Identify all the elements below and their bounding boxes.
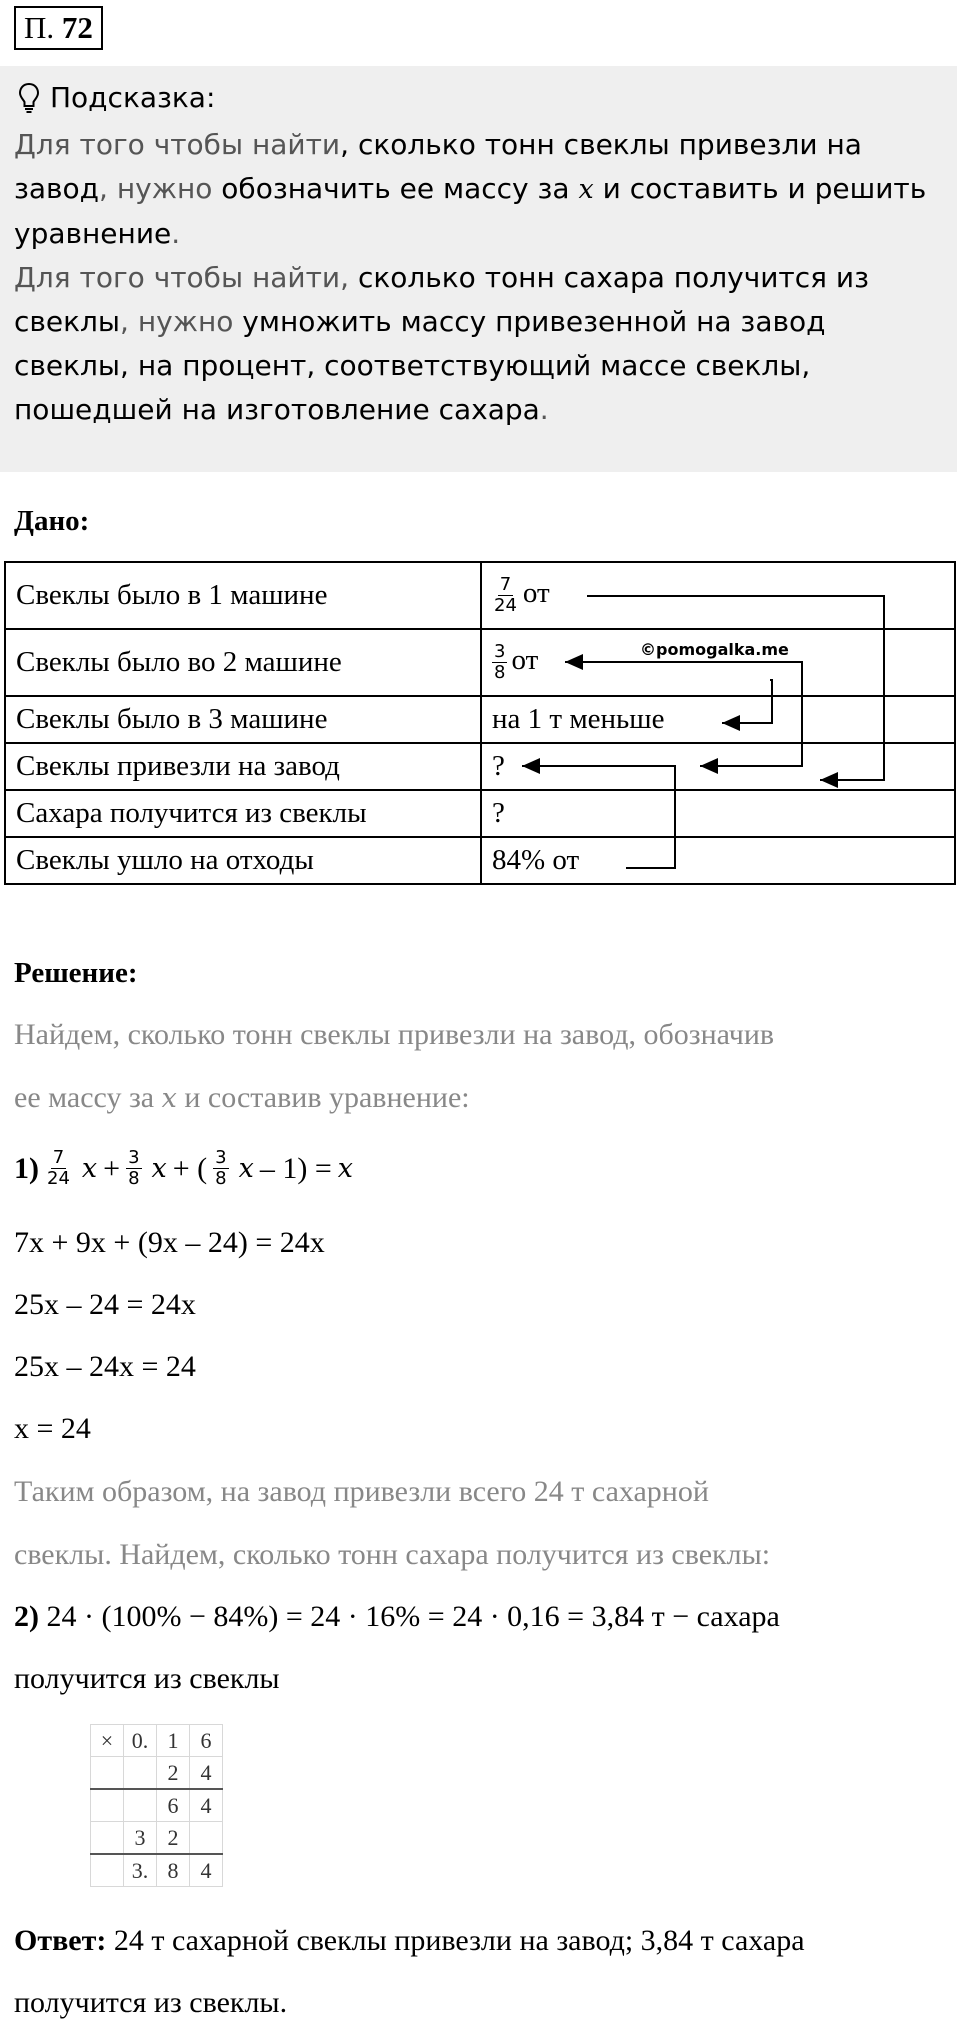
table-cell bbox=[91, 1789, 124, 1822]
hint-title-text: Подсказка: bbox=[50, 81, 216, 114]
table-cell: 6 bbox=[190, 1725, 223, 1757]
step-2-line bbox=[14, 1600, 780, 1634]
given-value-cell: ? bbox=[481, 743, 955, 790]
hint-keyword: обозначить ее массу за bbox=[221, 172, 579, 205]
fraction bbox=[126, 1148, 141, 1189]
given-value-cell: 84% от bbox=[481, 837, 955, 884]
equation-3: 25x – 24 = 24x bbox=[14, 1288, 196, 1321]
table-cell: 4 bbox=[190, 1854, 223, 1887]
table-cell: 4 bbox=[190, 1757, 223, 1790]
given-label-cell: Свеклы ушло на отходы bbox=[5, 837, 481, 884]
watermark: ©pomogalka.me bbox=[640, 640, 789, 659]
equation-4: 25x – 24x = 24 bbox=[14, 1350, 196, 1383]
table-row bbox=[91, 1854, 223, 1887]
fraction-numerator: 7 bbox=[52, 1147, 65, 1168]
answer bbox=[14, 1910, 914, 2034]
solution-mid-line-2: свеклы. Найдем, сколько тонн сахара получится из свеклы: bbox=[14, 1538, 771, 1571]
table-cell: 1 bbox=[157, 1725, 190, 1757]
table-cell: 4 bbox=[190, 1789, 223, 1822]
given-label-cell: Свеклы привезли на завод bbox=[5, 743, 481, 790]
solution-intro-line-2 bbox=[14, 1081, 470, 1115]
given-value-text: от bbox=[522, 577, 550, 610]
given-heading: Дано: bbox=[14, 505, 90, 537]
given-label-cell: Свеклы было в 3 машине bbox=[5, 696, 481, 743]
hint-text-span: . bbox=[539, 393, 549, 426]
fraction-numerator: 3 bbox=[128, 1147, 140, 1168]
fraction-numerator: 7 bbox=[499, 574, 512, 595]
variable: x bbox=[81, 1153, 98, 1184]
equation-5: x = 24 bbox=[14, 1412, 91, 1445]
given-label-cell: Свеклы было в 1 машине bbox=[5, 562, 481, 629]
table-cell bbox=[124, 1789, 157, 1822]
given-label-cell: Свеклы было во 2 машине bbox=[5, 629, 481, 696]
fraction-denominator: 8 bbox=[128, 1168, 140, 1189]
text-span: и составив уравнение: bbox=[176, 1081, 470, 1114]
hint-text-span: Для того чтобы найти bbox=[14, 128, 341, 161]
arrow-waste-to-factory bbox=[522, 766, 675, 868]
hint-keyword: умножить массу привезенной на завод свеклы, на процент, соответствующий массе свеклы, пошедшей на изготовление сахара bbox=[14, 305, 826, 426]
step-2-expression: 24 · (100% − 84%) = 24 · 16% = 24 · 0,16 = 3,84 т − сахара bbox=[46, 1600, 780, 1633]
solution-heading: Решение: bbox=[14, 957, 138, 989]
step-number: 2) bbox=[14, 1600, 39, 1633]
given-value-text: от bbox=[511, 644, 539, 677]
variable: x bbox=[161, 1083, 177, 1114]
table-cell bbox=[124, 1757, 157, 1790]
table-cell: 6 bbox=[157, 1789, 190, 1822]
table-cell bbox=[190, 1822, 223, 1855]
hint-text-span: , нужно bbox=[120, 305, 243, 338]
hint-text-span: . bbox=[171, 217, 181, 250]
table-cell: 2 bbox=[157, 1757, 190, 1790]
fraction bbox=[213, 1148, 228, 1189]
operator: + bbox=[103, 1151, 121, 1185]
fraction-denominator: 24 bbox=[47, 1168, 70, 1189]
variable: x bbox=[151, 1153, 167, 1184]
arrow-row2-to-row3 bbox=[722, 680, 772, 723]
table-cell: × bbox=[91, 1725, 124, 1757]
fraction-denominator: 8 bbox=[494, 662, 506, 683]
operator: + ( bbox=[172, 1151, 208, 1185]
hint-keyword: , сколько тонн свеклы привезли на завод bbox=[14, 128, 862, 205]
table-row bbox=[91, 1822, 223, 1855]
given-label-cell: Сахара получится из свеклы bbox=[5, 790, 481, 837]
multiplication-table bbox=[90, 1724, 223, 1887]
solution-mid-line-1: Таким образом, на завод привезли всего 24 т сахарной bbox=[14, 1475, 709, 1508]
fraction bbox=[45, 1148, 72, 1189]
fraction-numerator: 3 bbox=[215, 1147, 227, 1168]
variable: x bbox=[238, 1153, 254, 1184]
table-cell: 3 bbox=[124, 1822, 157, 1855]
hint-variable: x bbox=[578, 174, 594, 205]
table-cell bbox=[91, 1822, 124, 1855]
equation-2: 7x + 9x + (9x – 24) = 24x bbox=[14, 1226, 325, 1259]
table-cell: 8 bbox=[157, 1854, 190, 1887]
hint-text-span: Для того чтобы найти, bbox=[14, 261, 358, 294]
operator: – 1) = bbox=[259, 1151, 332, 1185]
step-number: 1) bbox=[14, 1151, 39, 1185]
table-cell bbox=[91, 1854, 124, 1887]
given-value-cell: на 1 т меньше bbox=[481, 696, 955, 743]
hint-text-span: , нужно bbox=[99, 172, 222, 205]
fraction-denominator: 24 bbox=[494, 595, 517, 616]
solution-intro-line-1: Найдем, сколько тонн свеклы привезли на завод, обозначив bbox=[14, 1018, 775, 1051]
table-cell: 3. bbox=[124, 1854, 157, 1887]
task-number-value: 72 bbox=[61, 10, 93, 45]
variable: x bbox=[337, 1153, 354, 1184]
text-span: ее массу за bbox=[14, 1081, 162, 1114]
table-cell: 2 bbox=[157, 1822, 190, 1855]
table-cell: 0. bbox=[124, 1725, 157, 1757]
table-row bbox=[91, 1757, 223, 1790]
table-cell bbox=[91, 1757, 124, 1790]
fraction-numerator: 3 bbox=[494, 641, 506, 662]
equation-1 bbox=[14, 1148, 353, 1189]
given-value-cell: ? bbox=[481, 790, 955, 837]
hint-keyword: сколько тонн сахара получится из свеклы bbox=[14, 261, 869, 338]
fraction-denominator: 8 bbox=[215, 1168, 227, 1189]
table-row bbox=[91, 1789, 223, 1822]
answer-label: Ответ: bbox=[14, 1924, 107, 1957]
answer-text: 24 т сахарной свеклы привезли на завод; 3,84 т сахара получится из свеклы. bbox=[14, 1924, 805, 2019]
arrow-row2-to-factory bbox=[700, 662, 802, 766]
task-prefix: П. bbox=[24, 10, 55, 45]
arrow-row1-to-factory bbox=[587, 596, 884, 780]
step-2-continuation: получится из свеклы bbox=[14, 1662, 280, 1695]
table-row bbox=[91, 1725, 223, 1757]
hint-keyword: и составить и решить уравнение bbox=[14, 172, 927, 250]
